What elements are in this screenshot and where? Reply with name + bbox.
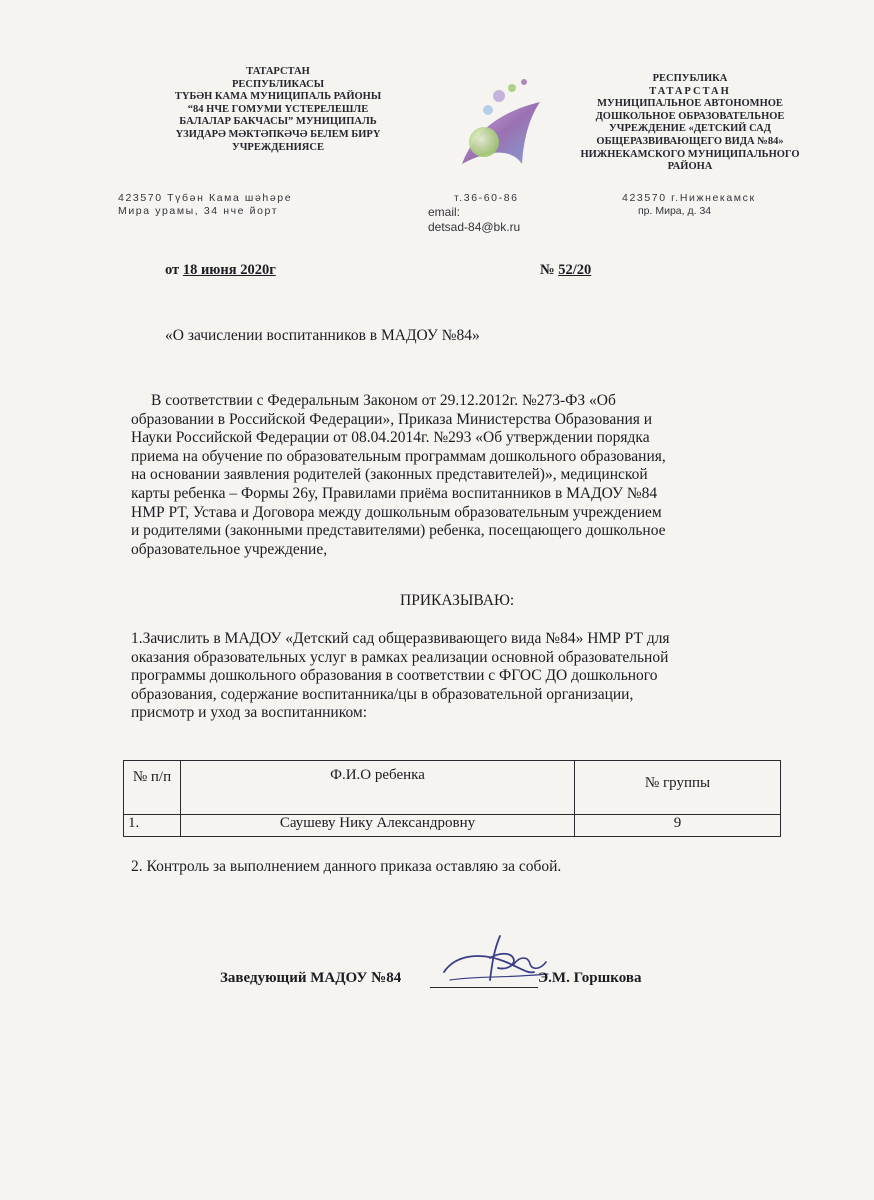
header-russian-line: РЕСПУБЛИКА [652, 73, 728, 84]
logo-drop [483, 105, 493, 115]
table-header-cell: № п/п [124, 761, 181, 815]
decree-heading: ПРИКАЗЫВАЮ: [400, 592, 515, 609]
order-item-1 [131, 630, 670, 723]
preamble-line: карты ребенка – Формы 26у, Правилами приёма воспитанников в МАДОУ №84 [131, 484, 658, 502]
order-subject: «О зачислении воспитанников в МАДОУ №84» [165, 327, 480, 344]
contact-phone: т.36-60-86 [454, 192, 519, 204]
kindergarten-logo [444, 72, 554, 182]
header-russian-line: ДОШКОЛЬНОЕ ОБРАЗОВАТЕЛЬНОЕ [595, 110, 785, 122]
preamble-line: приема на обучение по образовательным программам дошкольного образования, [131, 447, 666, 465]
header-tatar-line: “84 НЧЕ ГОМУМИ ҮСТЕРЕЛЕШЛЕ [187, 103, 369, 115]
order-date: 18 июня 2020г [182, 262, 276, 278]
order-date-prefix: от [165, 262, 183, 278]
contact-email-label: email: [428, 205, 461, 219]
preamble-line: Науки Российской Федерации от 08.04.2014г. №293 «Об утверждении порядка [131, 429, 650, 447]
header-tatar-line: ТАТАРСТАН [246, 66, 310, 77]
contact-email[interactable]: detsad-84@bk.ru [428, 220, 521, 234]
table-cell: Саушеву Нику Александровну [181, 815, 575, 837]
header-russian-line: НИЖНЕКАМСКОГО МУНИЦИПАЛЬНОГО [580, 148, 800, 160]
pupils-table [123, 760, 781, 837]
header-tatar-line: УЧРЕЖДЕНИЯСЕ [232, 141, 324, 153]
order-item-1-line: оказания образовательных услуг в рамках реализации основной образовательной [131, 648, 669, 666]
contact-address-line: 423570 Түбән Кама шәһәре [118, 192, 293, 204]
header-tatar-line: БАЛАЛАР БАКЧАСЫ” МУНИЦИПАЛЬ [179, 116, 377, 128]
preamble-line: и родителями (законными представителями) ребенка, посещающего дошкольное [131, 522, 666, 540]
header-russian-line: РАЙОНА [667, 161, 713, 173]
contact-address-line: 423570 г.Нижнекамск [622, 192, 756, 204]
contact-center [428, 192, 520, 235]
preamble-line: В соответствии с Федеральным Законом от 29.12.2012г. №273-ФЗ «Об [151, 392, 616, 409]
signatory-name: Э.М. Горшкова [538, 970, 642, 986]
order-item-1-line: образования, содержание воспитанника/цы в образовательной организации, [131, 685, 634, 703]
contact-address-line: Мира урамы, 34 нче йорт [118, 205, 279, 217]
preamble-line: НМР РТ, Устава и Договора между дошкольным образовательным учреждением [131, 503, 662, 521]
header-tatar-line: ТҮБӘН КАМА МУНИЦИПАЛЬ РАЙОНЫ [174, 91, 382, 103]
order-number-line [540, 262, 591, 279]
table-cell: 9 [575, 815, 781, 837]
header-tatar-line: РЕСПУБЛИКАСЫ [231, 78, 325, 90]
table-cell: 1. [124, 815, 181, 837]
logo-drop [508, 84, 516, 92]
order-item-1-line: 1.Зачислить в МАДОУ «Детский сад общеразвивающего вида №84» НМР РТ для [131, 630, 670, 647]
logo-sphere [469, 127, 499, 157]
signatory-position: Заведующий МАДОУ №84 [220, 970, 402, 986]
table-header-row [124, 761, 781, 815]
table-header-cell: Ф.И.О ребенка [181, 761, 575, 815]
order-item-2: 2. Контроль за выполнением данного приказа оставляю за собой. [131, 858, 562, 875]
contact-right [622, 192, 756, 218]
header-russian-line: УЧРЕЖДЕНИЕ «ДЕТСКИЙ САД [609, 123, 771, 135]
preamble-line: на основании заявления родителей (законных представителей)», медицинской [131, 466, 648, 484]
table-header-cell: № группы [575, 761, 781, 815]
order-date-line [165, 262, 276, 279]
table-row [124, 815, 781, 837]
header-tatar-line: ҮЗИДАРӘ МӘКТӘПКӘЧӘ БЕЛЕМ БИРҮ [175, 128, 381, 140]
preamble [131, 392, 666, 559]
header-russian-line: МУНИЦИПАЛЬНОЕ АВТОНОМНОЕ [597, 98, 783, 110]
logo-drop [521, 79, 527, 85]
header-russian-line: ОБЩЕРАЗВИВАЮЩЕГО ВИДА №84» [596, 135, 784, 147]
header-russian-block [570, 73, 810, 174]
logo-drop [493, 90, 505, 102]
order-number: 52/20 [558, 262, 592, 278]
header-tatar-block [160, 66, 396, 154]
preamble-line: образовательное учреждение, [131, 540, 328, 558]
order-number-prefix: № [540, 262, 559, 278]
order-item-1-line: присмотр и уход за воспитанником: [131, 704, 368, 722]
preamble-line: образовании в Российской Федерации», Приказа Министерства Образования и [131, 410, 653, 428]
contact-address-line: пр. Мира, д. 34 [638, 205, 712, 217]
contact-left [118, 192, 292, 218]
header-russian-line: ТАТАРСТАН [649, 85, 731, 97]
order-item-1-line: программы дошкольного образования в соответствии с ФГОС ДО дошкольного [131, 667, 658, 685]
